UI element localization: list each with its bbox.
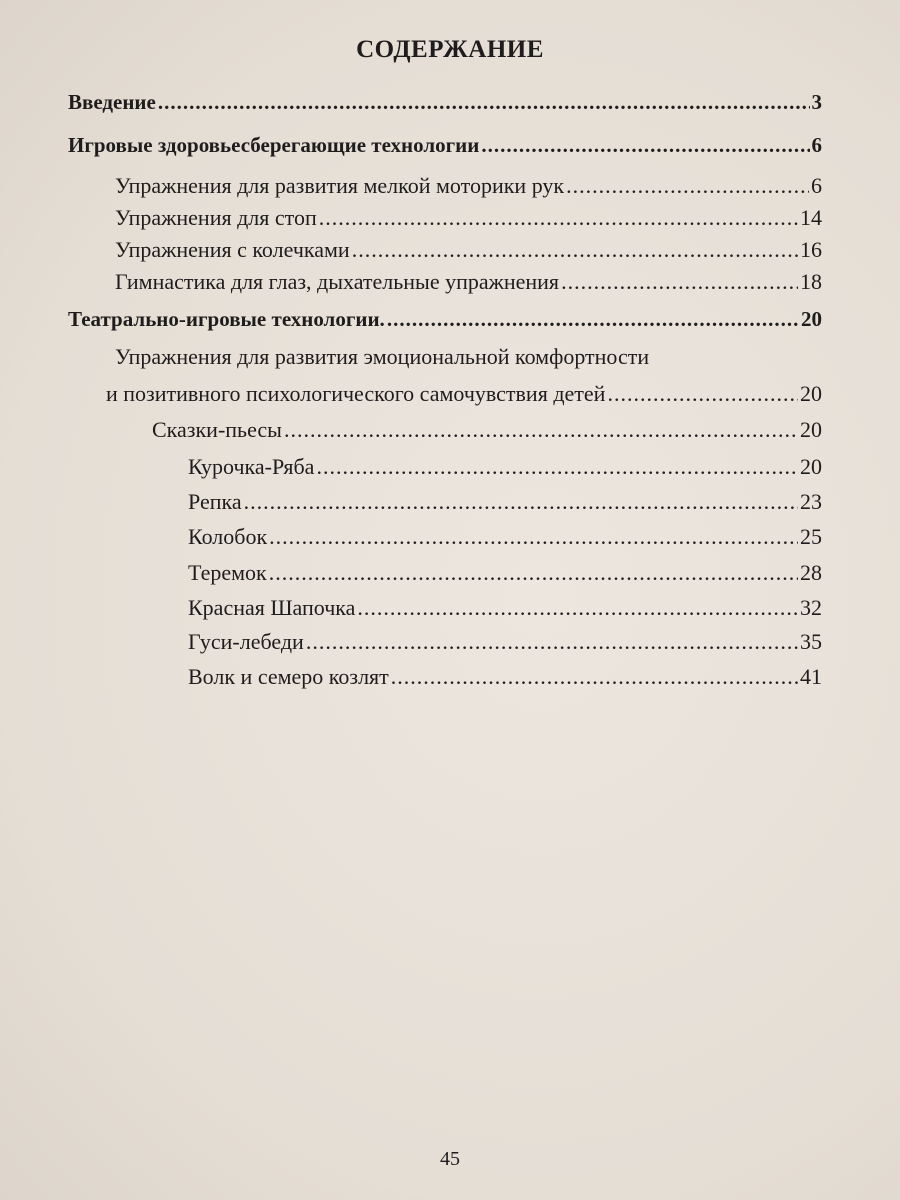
toc-entry-page: 35 <box>800 629 822 654</box>
toc-entry <box>106 381 822 411</box>
toc-entry <box>115 237 822 267</box>
dot-leader <box>607 381 798 407</box>
toc-entry-label: Колобок <box>188 524 268 549</box>
dot-leader <box>352 237 798 263</box>
toc-entry-label: и позитивного психологического самочувствия детей <box>106 381 606 406</box>
dot-leader <box>244 489 798 515</box>
dot-leader <box>481 133 809 158</box>
toc-entry-label: Репка <box>188 489 242 514</box>
toc-entry <box>68 307 822 337</box>
toc-entry <box>152 417 822 447</box>
toc-entry-page: 14 <box>800 205 822 230</box>
toc-entry <box>115 344 649 374</box>
dot-leader <box>566 173 809 199</box>
dot-leader <box>357 595 798 621</box>
toc-entry <box>188 524 822 554</box>
toc-entry <box>188 629 822 659</box>
toc-entry-label: Гуси-лебеди <box>188 629 304 654</box>
dot-leader <box>158 90 810 115</box>
toc-entry <box>188 664 822 694</box>
toc-entry-label: Введение <box>68 90 156 114</box>
toc-entry <box>115 173 822 203</box>
toc-entry-label: Игровые здоровьесберегающие технологии <box>68 133 480 157</box>
toc-entry <box>68 90 822 120</box>
dot-leader <box>561 269 798 295</box>
toc-entry-page: 3 <box>811 90 822 114</box>
page-number: 45 <box>440 1148 460 1170</box>
toc-entry-page: 41 <box>800 664 822 689</box>
toc-entry-label: Упражнения для развития мелкой моторики рук <box>115 173 565 198</box>
toc-entry <box>68 133 822 163</box>
toc-entry-label: Упражнения с колечками <box>115 237 350 262</box>
toc-entry-label: Театрально-игровые технологии. <box>68 307 385 331</box>
toc-entry <box>188 489 822 519</box>
toc-entry <box>115 269 822 299</box>
toc-entry-page: 18 <box>800 269 822 294</box>
toc-entry-page: 23 <box>800 489 822 514</box>
toc-entry-page: 28 <box>800 560 822 585</box>
page-title: СОДЕРЖАНИЕ <box>356 36 544 63</box>
toc-entry <box>188 454 822 484</box>
toc-entry-page: 32 <box>800 595 822 620</box>
dot-leader <box>316 454 798 480</box>
dot-leader <box>269 524 798 550</box>
dot-leader <box>306 629 798 655</box>
toc-entry-label: Красная Шапочка <box>188 595 356 620</box>
toc-entry-page: 20 <box>801 307 822 331</box>
toc-entry-page: 6 <box>811 173 822 198</box>
toc-entry <box>188 595 822 625</box>
toc-entry-page: 20 <box>800 454 822 479</box>
dot-leader <box>391 664 798 690</box>
toc-entry <box>115 205 822 235</box>
toc-entry-label: Волк и семеро козлят <box>188 664 389 689</box>
dot-leader <box>319 205 798 231</box>
toc-entry-label: Упражнения для стоп <box>115 205 317 230</box>
toc-entry-label: Курочка-Ряба <box>188 454 315 479</box>
dot-leader <box>284 417 798 443</box>
dot-leader <box>387 307 799 332</box>
toc-entry-page: 25 <box>800 524 822 549</box>
dot-leader <box>269 560 798 586</box>
toc-entry-page: 20 <box>800 381 822 406</box>
toc-entry-page: 6 <box>811 133 822 157</box>
toc-entry <box>188 560 822 590</box>
toc-entry-page: 16 <box>800 237 822 262</box>
toc-entry-page: 20 <box>800 417 822 442</box>
toc-entry-label: Теремок <box>188 560 267 585</box>
toc-entry-label: Упражнения для развития эмоциональной комфортности <box>115 344 650 369</box>
toc-entry-label: Сказки-пьесы <box>152 417 282 442</box>
toc-entry-label: Гимнастика для глаз, дыхательные упражнения <box>115 269 560 294</box>
